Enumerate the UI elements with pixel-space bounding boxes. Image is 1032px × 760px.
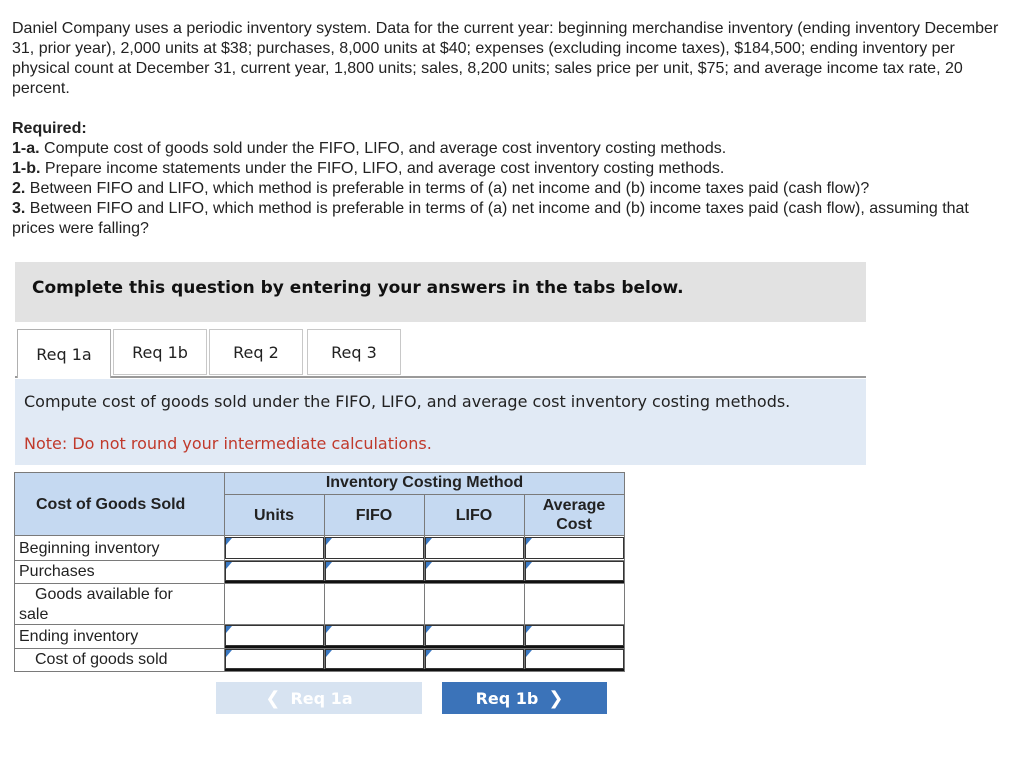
cogs-table (14, 472, 625, 672)
row-label-cost-of-goods-sold: Cost of goods sold (35, 651, 168, 668)
cogs-lifo-input[interactable] (425, 649, 524, 669)
banner-text: Complete this question by entering your answers in the tabs below. (32, 278, 684, 298)
input-marker-icon (326, 562, 332, 569)
grid-line (14, 583, 625, 584)
purchases-average-input[interactable] (525, 561, 624, 581)
row-label-purchases: Purchases (19, 563, 95, 580)
input-marker-icon (526, 626, 532, 633)
row-label-goods-available: Goods available for sale (19, 586, 173, 623)
next-tab-button[interactable] (442, 682, 607, 714)
purchases-fifo-input[interactable] (325, 561, 424, 581)
problem-statement: Daniel Company uses a periodic inventory system. Data for the current year: beginning merchandise inventory (ending inventory December 31, prior year), 2,000 units at $38; purchases, 8,000 units at $40; expenses (excluding income taxes), $184,500; ending inventory per physical count at December 31, current year, 1,800 units; sales, 8,200 units; sales price per unit, $75; and average income tax rate, 20 percent. (12, 20, 999, 97)
input-marker-icon (226, 650, 232, 657)
input-cell (225, 537, 324, 559)
subtotal-rule (225, 581, 624, 583)
input-marker-icon (526, 650, 532, 657)
column-header-average-cost: Average Cost (542, 497, 606, 533)
instructions-note: Note: Do not round your intermediate calculations. (24, 434, 432, 453)
instruction-banner (15, 262, 866, 322)
column-header-fifo: FIFO (355, 507, 393, 524)
input-marker-icon (526, 562, 532, 569)
cogs-units-input[interactable] (225, 649, 324, 669)
grid-line (14, 472, 15, 672)
required-section (12, 119, 1002, 239)
ending-inventory-units-input[interactable] (225, 625, 324, 646)
grid-line (14, 535, 625, 536)
required-item: 1-a. Compute cost of goods sold under the FIFO, LIFO, and average cost inventory costing methods. (12, 140, 727, 157)
input-cell (425, 537, 524, 559)
input-cell (325, 561, 424, 581)
next-tab-label: Req 1b (475, 688, 539, 708)
input-cell (325, 649, 424, 669)
beginning-inventory-lifo-input[interactable] (425, 537, 524, 559)
input-cell (225, 649, 324, 669)
beginning-inventory-average-input[interactable] (525, 537, 624, 559)
input-marker-icon (326, 626, 332, 633)
input-marker-icon (326, 538, 332, 545)
tab-baseline (15, 376, 866, 378)
input-cell (525, 561, 624, 581)
tab-req-2[interactable]: Req 2 (209, 329, 303, 375)
required-item: 1-b. Prepare income statements under the FIFO, LIFO, and average cost inventory costing methods. (12, 160, 725, 177)
input-cell (525, 537, 624, 559)
cogs-average-input[interactable] (525, 649, 624, 669)
input-cell (425, 649, 524, 669)
input-cell (225, 625, 324, 646)
ending-inventory-average-input[interactable] (525, 625, 624, 646)
ending-inventory-lifo-input[interactable] (425, 625, 524, 646)
instructions-panel (15, 379, 866, 465)
tab-req-1a[interactable]: Req 1a (17, 329, 111, 378)
subtotal-rule (225, 646, 624, 648)
input-cell (325, 537, 424, 559)
tab-bar (15, 328, 866, 378)
input-marker-icon (326, 650, 332, 657)
tab-req-3[interactable]: Req 3 (307, 329, 401, 375)
input-cell (525, 625, 624, 646)
row-label-ending-inventory: Ending inventory (19, 628, 139, 645)
input-cell (325, 625, 424, 646)
column-header-units: Units (254, 507, 294, 524)
input-cell (425, 625, 524, 646)
purchases-lifo-input[interactable] (425, 561, 524, 581)
column-header-lifo: LIFO (455, 507, 493, 524)
input-marker-icon (426, 626, 432, 633)
purchases-units-input[interactable] (225, 561, 324, 581)
grid-line (624, 472, 625, 672)
chevron-left-icon: ❮ (265, 687, 281, 709)
chevron-right-icon: ❯ (548, 687, 564, 709)
tab-req-1b[interactable]: Req 1b (113, 329, 207, 375)
input-cell (525, 649, 624, 669)
input-marker-icon (426, 538, 432, 545)
required-item: 2. Between FIFO and LIFO, which method is preferable in terms of (a) net income and (b) income taxes paid (cash flow)? (12, 180, 870, 197)
input-marker-icon (426, 562, 432, 569)
row-header-label: Cost of Goods Sold (36, 496, 186, 513)
prev-tab-label: Req 1a (290, 688, 353, 708)
grid-line (14, 472, 625, 473)
row-label-beginning-inventory: Beginning inventory (19, 540, 160, 557)
input-marker-icon (226, 562, 232, 569)
input-cell (225, 561, 324, 581)
beginning-inventory-units-input[interactable] (225, 537, 324, 559)
instructions-text: Compute cost of goods sold under the FIFO, LIFO, and average cost inventory costing methods. (24, 392, 791, 411)
group-header-label: Inventory Costing Method (325, 474, 524, 491)
cogs-fifo-input[interactable] (325, 649, 424, 669)
input-marker-icon (226, 538, 232, 545)
required-item: 3. Between FIFO and LIFO, which method is preferable in terms of (a) net income and (b) income taxes paid (cash flow), assuming that prices were falling? (12, 200, 969, 237)
prev-tab-button[interactable] (216, 682, 422, 714)
total-rule (225, 669, 624, 671)
input-marker-icon (426, 650, 432, 657)
input-cell (425, 561, 524, 581)
input-marker-icon (226, 626, 232, 633)
ending-inventory-fifo-input[interactable] (325, 625, 424, 646)
beginning-inventory-fifo-input[interactable] (325, 537, 424, 559)
grid-line (14, 671, 625, 672)
input-marker-icon (526, 538, 532, 545)
required-heading: Required: (12, 120, 87, 137)
